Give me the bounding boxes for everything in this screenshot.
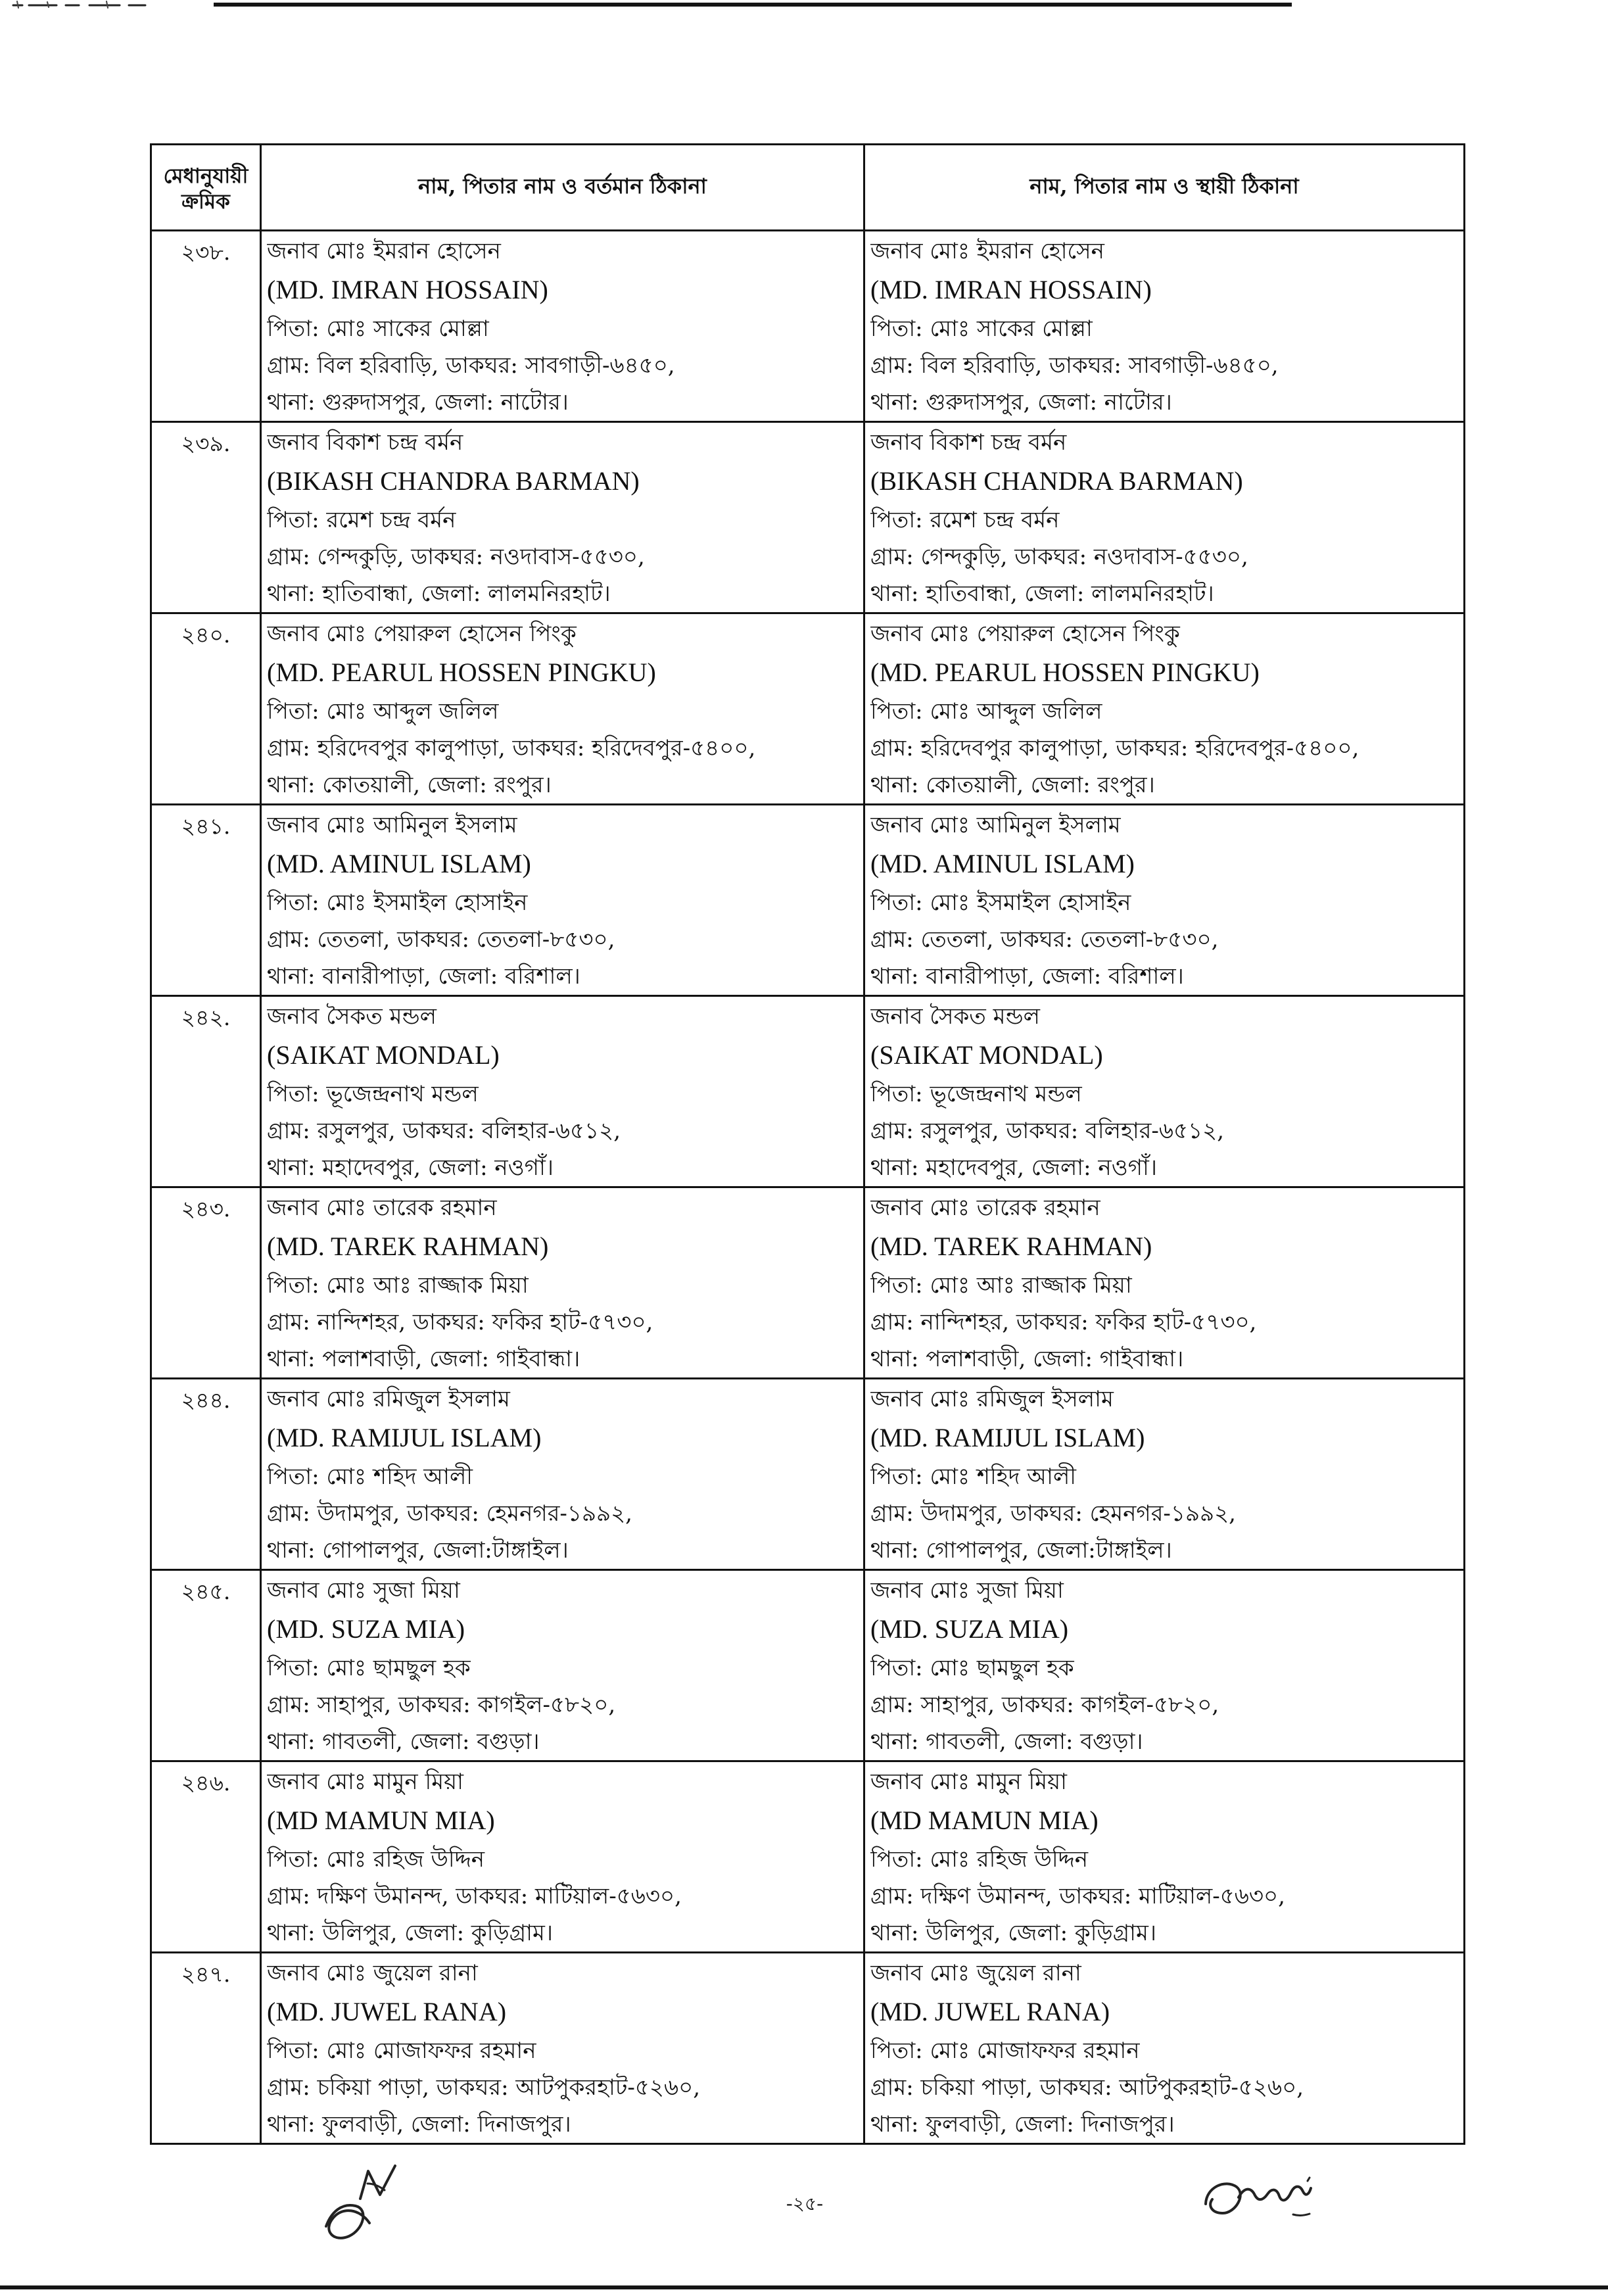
present-address-line: (MD. TAREK RAHMAN) bbox=[267, 1232, 549, 1261]
permanent-address-line: পিতা: মোঃ মোজাফফর রহমান bbox=[870, 2038, 1140, 2064]
permanent-address-cell bbox=[864, 231, 1465, 422]
serial-cell: ২৪০. bbox=[151, 613, 261, 805]
bottom-rule bbox=[0, 2285, 1608, 2289]
permanent-address-line: (MD. AMINUL ISLAM) bbox=[870, 849, 1135, 878]
table-row bbox=[151, 1187, 1465, 1379]
permanent-address-line: (MD. SUZA MIA) bbox=[870, 1614, 1069, 1644]
present-address-line: (MD. PEARUL HOSSEN PINGKU) bbox=[267, 658, 656, 687]
serial-cell: ২৪৭. bbox=[151, 1953, 261, 2144]
candidate-table-wrapper bbox=[150, 143, 1463, 2143]
permanent-address-line: পিতা: ভূজেন্দ্রনাথ মন্ডল bbox=[870, 1081, 1082, 1107]
present-address-line: পিতা: মোঃ ছামছুল হক bbox=[267, 1655, 471, 1681]
page-footer bbox=[0, 2163, 1608, 2296]
present-address-line: পিতা: মোঃ শহিদ আলী bbox=[267, 1464, 473, 1490]
serial-cell: ২৪৬. bbox=[151, 1761, 261, 1953]
serial-cell: ২৪৩. bbox=[151, 1187, 261, 1379]
permanent-address-line: জনাব সৈকত মন্ডল bbox=[870, 1003, 1040, 1030]
permanent-address-line: গ্রাম: হরিদেবপুর কালুপাড়া, ডাকঘর: হরিদেবপুর-৫৪০০, bbox=[870, 735, 1360, 761]
permanent-address-line: জনাব মোঃ জুয়েল রানা bbox=[870, 1960, 1081, 1986]
present-address-line: গ্রাম: রসুলপুর, ডাকঘর: বলিহার-৬৫১২, bbox=[267, 1118, 621, 1144]
permanent-address-line: জনাব মোঃ ইমরান হোসেন bbox=[870, 238, 1104, 264]
permanent-address-line: (MD. IMRAN HOSSAIN) bbox=[870, 275, 1152, 304]
permanent-address-line: (BIKASH CHANDRA BARMAN) bbox=[870, 466, 1243, 496]
present-address-line: থানা: গোপালপুর, জেলা:টাঙ্গাইল। bbox=[267, 1537, 569, 1564]
page-number: -২৫- bbox=[786, 2193, 824, 2214]
present-address-line: (MD. JUWEL RANA) bbox=[267, 1997, 507, 2026]
table-row bbox=[151, 1761, 1465, 1953]
permanent-address-line: থানা: কোতয়ালী, জেলা: রংপুর। bbox=[870, 772, 1155, 798]
permanent-address-line: গ্রাম: দক্ষিণ উমানন্দ, ডাকঘর: মাটিয়াল-৫৬৩০, bbox=[870, 1883, 1285, 1909]
permanent-address-line: গ্রাম: চকিয়া পাড়া, ডাকঘর: আটপুকরহাট-৫২৬০, bbox=[870, 2074, 1304, 2101]
permanent-address-cell bbox=[864, 1761, 1465, 1953]
table-row bbox=[151, 1379, 1465, 1570]
table-row bbox=[151, 805, 1465, 996]
present-address-line: থানা: বানারীপাড়া, জেলা: বরিশাল। bbox=[267, 963, 580, 990]
present-address-line: জনাব মোঃ সুজা মিয়া bbox=[267, 1577, 460, 1604]
present-address-line: জনাব মোঃ রমিজুল ইসলাম bbox=[267, 1386, 510, 1412]
permanent-address-line: পিতা: মোঃ আঃ রাজ্জাক মিয়া bbox=[870, 1272, 1132, 1299]
present-address-line: গ্রাম: তেতলা, ডাকঘর: তেতলা-৮৫৩০, bbox=[267, 926, 615, 953]
permanent-address-cell bbox=[864, 1379, 1465, 1570]
present-address-line: গ্রাম: সাহাপুর, ডাকঘর: কাগইল-৫৮২০, bbox=[267, 1692, 616, 1718]
present-address-line: (MD. RAMIJUL ISLAM) bbox=[267, 1423, 542, 1452]
permanent-address-line: (MD. TAREK RAHMAN) bbox=[870, 1232, 1152, 1261]
present-address-line: জনাব বিকাশ চন্দ্র বর্মন bbox=[267, 429, 463, 456]
permanent-address-line: থানা: গুরুদাসপুর, জেলা: নাটোর। bbox=[870, 389, 1172, 416]
permanent-address-cell bbox=[864, 1187, 1465, 1379]
present-address-line: থানা: গুরুদাসপুর, জেলা: নাটোর। bbox=[267, 389, 569, 416]
present-address-line: পিতা: রমেশ চন্দ্র বর্মন bbox=[267, 507, 456, 533]
permanent-address-line: (SAIKAT MONDAL) bbox=[870, 1040, 1103, 1070]
permanent-address-cell bbox=[864, 996, 1465, 1187]
present-address-line: জনাব মোঃ পেয়ারুল হোসেন পিংকু bbox=[267, 621, 577, 647]
present-address-line: জনাব মোঃ মামুন মিয়া bbox=[267, 1769, 463, 1795]
permanent-address-line: থানা: গোপালপুর, জেলা:টাঙ্গাইল। bbox=[870, 1537, 1172, 1564]
present-address-cell bbox=[261, 1570, 864, 1761]
present-address-line: পিতা: মোঃ মোজাফফর রহমান bbox=[267, 2038, 536, 2064]
present-address-cell bbox=[261, 422, 864, 613]
present-address-line: থানা: ফুলবাড়ী, জেলা: দিনাজপুর। bbox=[267, 2111, 571, 2138]
permanent-address-line: গ্রাম: উদামপুর, ডাকঘর: হেমনগর-১৯৯২, bbox=[870, 1500, 1236, 1527]
right-signature-icon bbox=[1200, 2172, 1325, 2229]
present-address-cell bbox=[261, 1953, 864, 2144]
permanent-address-line: জনাব মোঃ রমিজুল ইসলাম bbox=[870, 1386, 1114, 1412]
permanent-address-line: গ্রাম: বিল হরিবাড়ি, ডাকঘর: সাবগাড়ী-৬৪৫০, bbox=[870, 352, 1279, 379]
permanent-address-line: থানা: উলিপুর, জেলা: কুড়িগ্রাম। bbox=[870, 1920, 1157, 1946]
permanent-address-line: (MD MAMUN MIA) bbox=[870, 1806, 1099, 1835]
present-address-cell bbox=[261, 1187, 864, 1379]
candidate-table bbox=[150, 143, 1465, 2145]
serial-cell: ২৪৪. bbox=[151, 1379, 261, 1570]
present-address-line: (BIKASH CHANDRA BARMAN) bbox=[267, 466, 640, 496]
permanent-address-line: গ্রাম: তেতলা, ডাকঘর: তেতলা-৮৫৩০, bbox=[870, 926, 1219, 953]
permanent-address-cell bbox=[864, 1570, 1465, 1761]
permanent-address-line: থানা: হাতিবান্ধা, জেলা: লালমনিরহাট। bbox=[870, 581, 1214, 607]
present-address-line: (MD. AMINUL ISLAM) bbox=[267, 849, 531, 878]
table-row bbox=[151, 613, 1465, 805]
permanent-address-line: জনাব মোঃ পেয়ারুল হোসেন পিংকু bbox=[870, 621, 1180, 647]
present-address-line: জনাব মোঃ আমিনুল ইসলাম bbox=[267, 812, 517, 838]
permanent-address-line: থানা: ফুলবাড়ী, জেলা: দিনাজপুর। bbox=[870, 2111, 1175, 2138]
permanent-address-line: থানা: মহাদেবপুর, জেলা: নওগাঁ। bbox=[870, 1155, 1158, 1181]
present-address-cell bbox=[261, 1379, 864, 1570]
permanent-address-line: পিতা: রমেশ চন্দ্র বর্মন bbox=[870, 507, 1060, 533]
table-row bbox=[151, 1570, 1465, 1761]
present-address-line: থানা: কোতয়ালী, জেলা: রংপুর। bbox=[267, 772, 552, 798]
serial-cell: ২৩৮. bbox=[151, 231, 261, 422]
present-address-line: (MD. IMRAN HOSSAIN) bbox=[267, 275, 548, 304]
present-address-line: গ্রাম: নান্দিশহর, ডাকঘর: ফকির হাট-৫৭৩০, bbox=[267, 1309, 653, 1335]
permanent-address-line: (MD. PEARUL HOSSEN PINGKU) bbox=[870, 658, 1260, 687]
present-address-line: পিতা: মোঃ আঃ রাজ্জাক মিয়া bbox=[267, 1272, 529, 1299]
present-address-line: গ্রাম: হরিদেবপুর কালুপাড়া, ডাকঘর: হরিদেবপুর-৫৪০০, bbox=[267, 735, 756, 761]
permanent-address-cell bbox=[864, 1953, 1465, 2144]
serial-header-line-1: মেধানুযায়ী bbox=[163, 164, 248, 189]
present-address-line: গ্রাম: গেন্দকুড়ি, ডাকঘর: নওদাবাস-৫৫৩০, bbox=[267, 544, 645, 570]
present-address-line: পিতা: মোঃ রহিজ উদ্দিন bbox=[267, 1846, 485, 1873]
present-address-line: থানা: হাতিবান্ধা, জেলা: লালমনিরহাট। bbox=[267, 581, 611, 607]
present-address-line: (MD. SUZA MIA) bbox=[267, 1614, 465, 1644]
present-address-cell bbox=[261, 613, 864, 805]
present-address-line: (MD MAMUN MIA) bbox=[267, 1806, 495, 1835]
present-address-cell bbox=[261, 805, 864, 996]
permanent-address-line: থানা: পলাশবাড়ী, জেলা: গাইবান্ধা। bbox=[870, 1346, 1184, 1372]
present-address-line: থানা: উলিপুর, জেলা: কুড়িগ্রাম। bbox=[267, 1920, 554, 1946]
table-row bbox=[151, 231, 1465, 422]
present-address-line: থানা: গাবতলী, জেলা: বগুড়া। bbox=[267, 1729, 540, 1755]
present-address-line: জনাব মোঃ তারেক রহমান bbox=[267, 1195, 497, 1221]
present-address-line: পিতা: মোঃ সাকের মোল্লা bbox=[267, 316, 489, 342]
present-address-cell bbox=[261, 1761, 864, 1953]
permanent-address-line: গ্রাম: রসুলপুর, ডাকঘর: বলিহার-৬৫১২, bbox=[870, 1118, 1225, 1144]
present-address-line: থানা: পলাশবাড়ী, জেলা: গাইবান্ধা। bbox=[267, 1346, 580, 1372]
permanent-address-cell bbox=[864, 805, 1465, 996]
present-address-line: পিতা: মোঃ আব্দুল জলিল bbox=[267, 698, 499, 725]
serial-cell: ২৪২. bbox=[151, 996, 261, 1187]
permanent-address-line: জনাব বিকাশ চন্দ্র বর্মন bbox=[870, 429, 1067, 456]
present-address-line: গ্রাম: চকিয়া পাড়া, ডাকঘর: আটপুকরহাট-৫২৬০, bbox=[267, 2074, 701, 2101]
present-address-line: পিতা: ভূজেন্দ্রনাথ মন্ডল bbox=[267, 1081, 479, 1107]
permanent-address-line: গ্রাম: নান্দিশহর, ডাকঘর: ফকির হাট-৫৭৩০, bbox=[870, 1309, 1257, 1335]
permanent-address-line: জনাব মোঃ মামুন মিয়া bbox=[870, 1769, 1067, 1795]
permanent-address-cell bbox=[864, 613, 1465, 805]
permanent-address-line: থানা: বানারীপাড়া, জেলা: বরিশাল। bbox=[870, 963, 1184, 990]
present-address-line: জনাব সৈকত মন্ডল bbox=[267, 1003, 437, 1030]
present-address-line: গ্রাম: উদামপুর, ডাকঘর: হেমনগর-১৯৯২, bbox=[267, 1500, 632, 1527]
permanent-address-line: পিতা: মোঃ শহিদ আলী bbox=[870, 1464, 1077, 1490]
permanent-address-line: জনাব মোঃ সুজা মিয়া bbox=[870, 1577, 1064, 1604]
table-header bbox=[151, 145, 1465, 231]
permanent-address-line: গ্রাম: সাহাপুর, ডাকঘর: কাগইল-৫৮২০, bbox=[870, 1692, 1219, 1718]
serial-header-line-2: ক্রমিক bbox=[181, 190, 230, 214]
serial-header bbox=[152, 160, 260, 215]
scan-mark-icon bbox=[11, 0, 162, 9]
present-address-line: গ্রাম: বিল হরিবাড়ি, ডাকঘর: সাবগাড়ী-৬৪৫০, bbox=[267, 352, 675, 379]
table-row bbox=[151, 422, 1465, 613]
present-address-line: গ্রাম: দক্ষিণ উমানন্দ, ডাকঘর: মাটিয়াল-৫৬৩০, bbox=[267, 1883, 682, 1909]
permanent-address-line: (MD. JUWEL RANA) bbox=[870, 1997, 1110, 2026]
serial-cell: ২৪৫. bbox=[151, 1570, 261, 1761]
permanent-address-line: থানা: গাবতলী, জেলা: বগুড়া। bbox=[870, 1729, 1143, 1755]
permanent-address-line: পিতা: মোঃ রহিজ উদ্দিন bbox=[870, 1846, 1089, 1873]
table-row bbox=[151, 1953, 1465, 2144]
table-row bbox=[151, 996, 1465, 1187]
permanent-address-line: পিতা: মোঃ আব্দুল জলিল bbox=[870, 698, 1102, 725]
present-address-line: জনাব মোঃ জুয়েল রানা bbox=[267, 1960, 478, 1986]
serial-header-cell bbox=[151, 145, 261, 231]
permanent-address-line: জনাব মোঃ আমিনুল ইসলাম bbox=[870, 812, 1121, 838]
present-address-line: থানা: মহাদেবপুর, জেলা: নওগাঁ। bbox=[267, 1155, 554, 1181]
permanent-address-header: নাম, পিতার নাম ও স্থায়ী ঠিকানা bbox=[864, 145, 1465, 231]
present-address-header: নাম, পিতার নাম ও বর্তমান ঠিকানা bbox=[261, 145, 864, 231]
present-address-line: পিতা: মোঃ ইসমাইল হোসাইন bbox=[267, 890, 528, 916]
present-address-line: (SAIKAT MONDAL) bbox=[267, 1040, 500, 1070]
permanent-address-line: গ্রাম: গেন্দকুড়ি, ডাকঘর: নওদাবাস-৫৫৩০, bbox=[870, 544, 1248, 570]
present-address-cell bbox=[261, 996, 864, 1187]
top-rule bbox=[214, 3, 1292, 7]
serial-cell: ২৩৯. bbox=[151, 422, 261, 613]
present-address-line: জনাব মোঃ ইমরান হোসেন bbox=[267, 238, 501, 264]
present-address-cell bbox=[261, 231, 864, 422]
header-row bbox=[151, 145, 1465, 231]
permanent-address-line: পিতা: মোঃ ইসমাইল হোসাইন bbox=[870, 890, 1131, 916]
permanent-address-line: জনাব মোঃ তারেক রহমান bbox=[870, 1195, 1100, 1221]
left-signature-icon bbox=[319, 2163, 418, 2249]
table-body bbox=[151, 231, 1465, 2144]
permanent-address-line: পিতা: মোঃ সাকের মোল্লা bbox=[870, 316, 1093, 342]
permanent-address-cell bbox=[864, 422, 1465, 613]
permanent-address-line: (MD. RAMIJUL ISLAM) bbox=[870, 1423, 1145, 1452]
serial-cell: ২৪১. bbox=[151, 805, 261, 996]
permanent-address-line: পিতা: মোঃ ছামছুল হক bbox=[870, 1655, 1074, 1681]
